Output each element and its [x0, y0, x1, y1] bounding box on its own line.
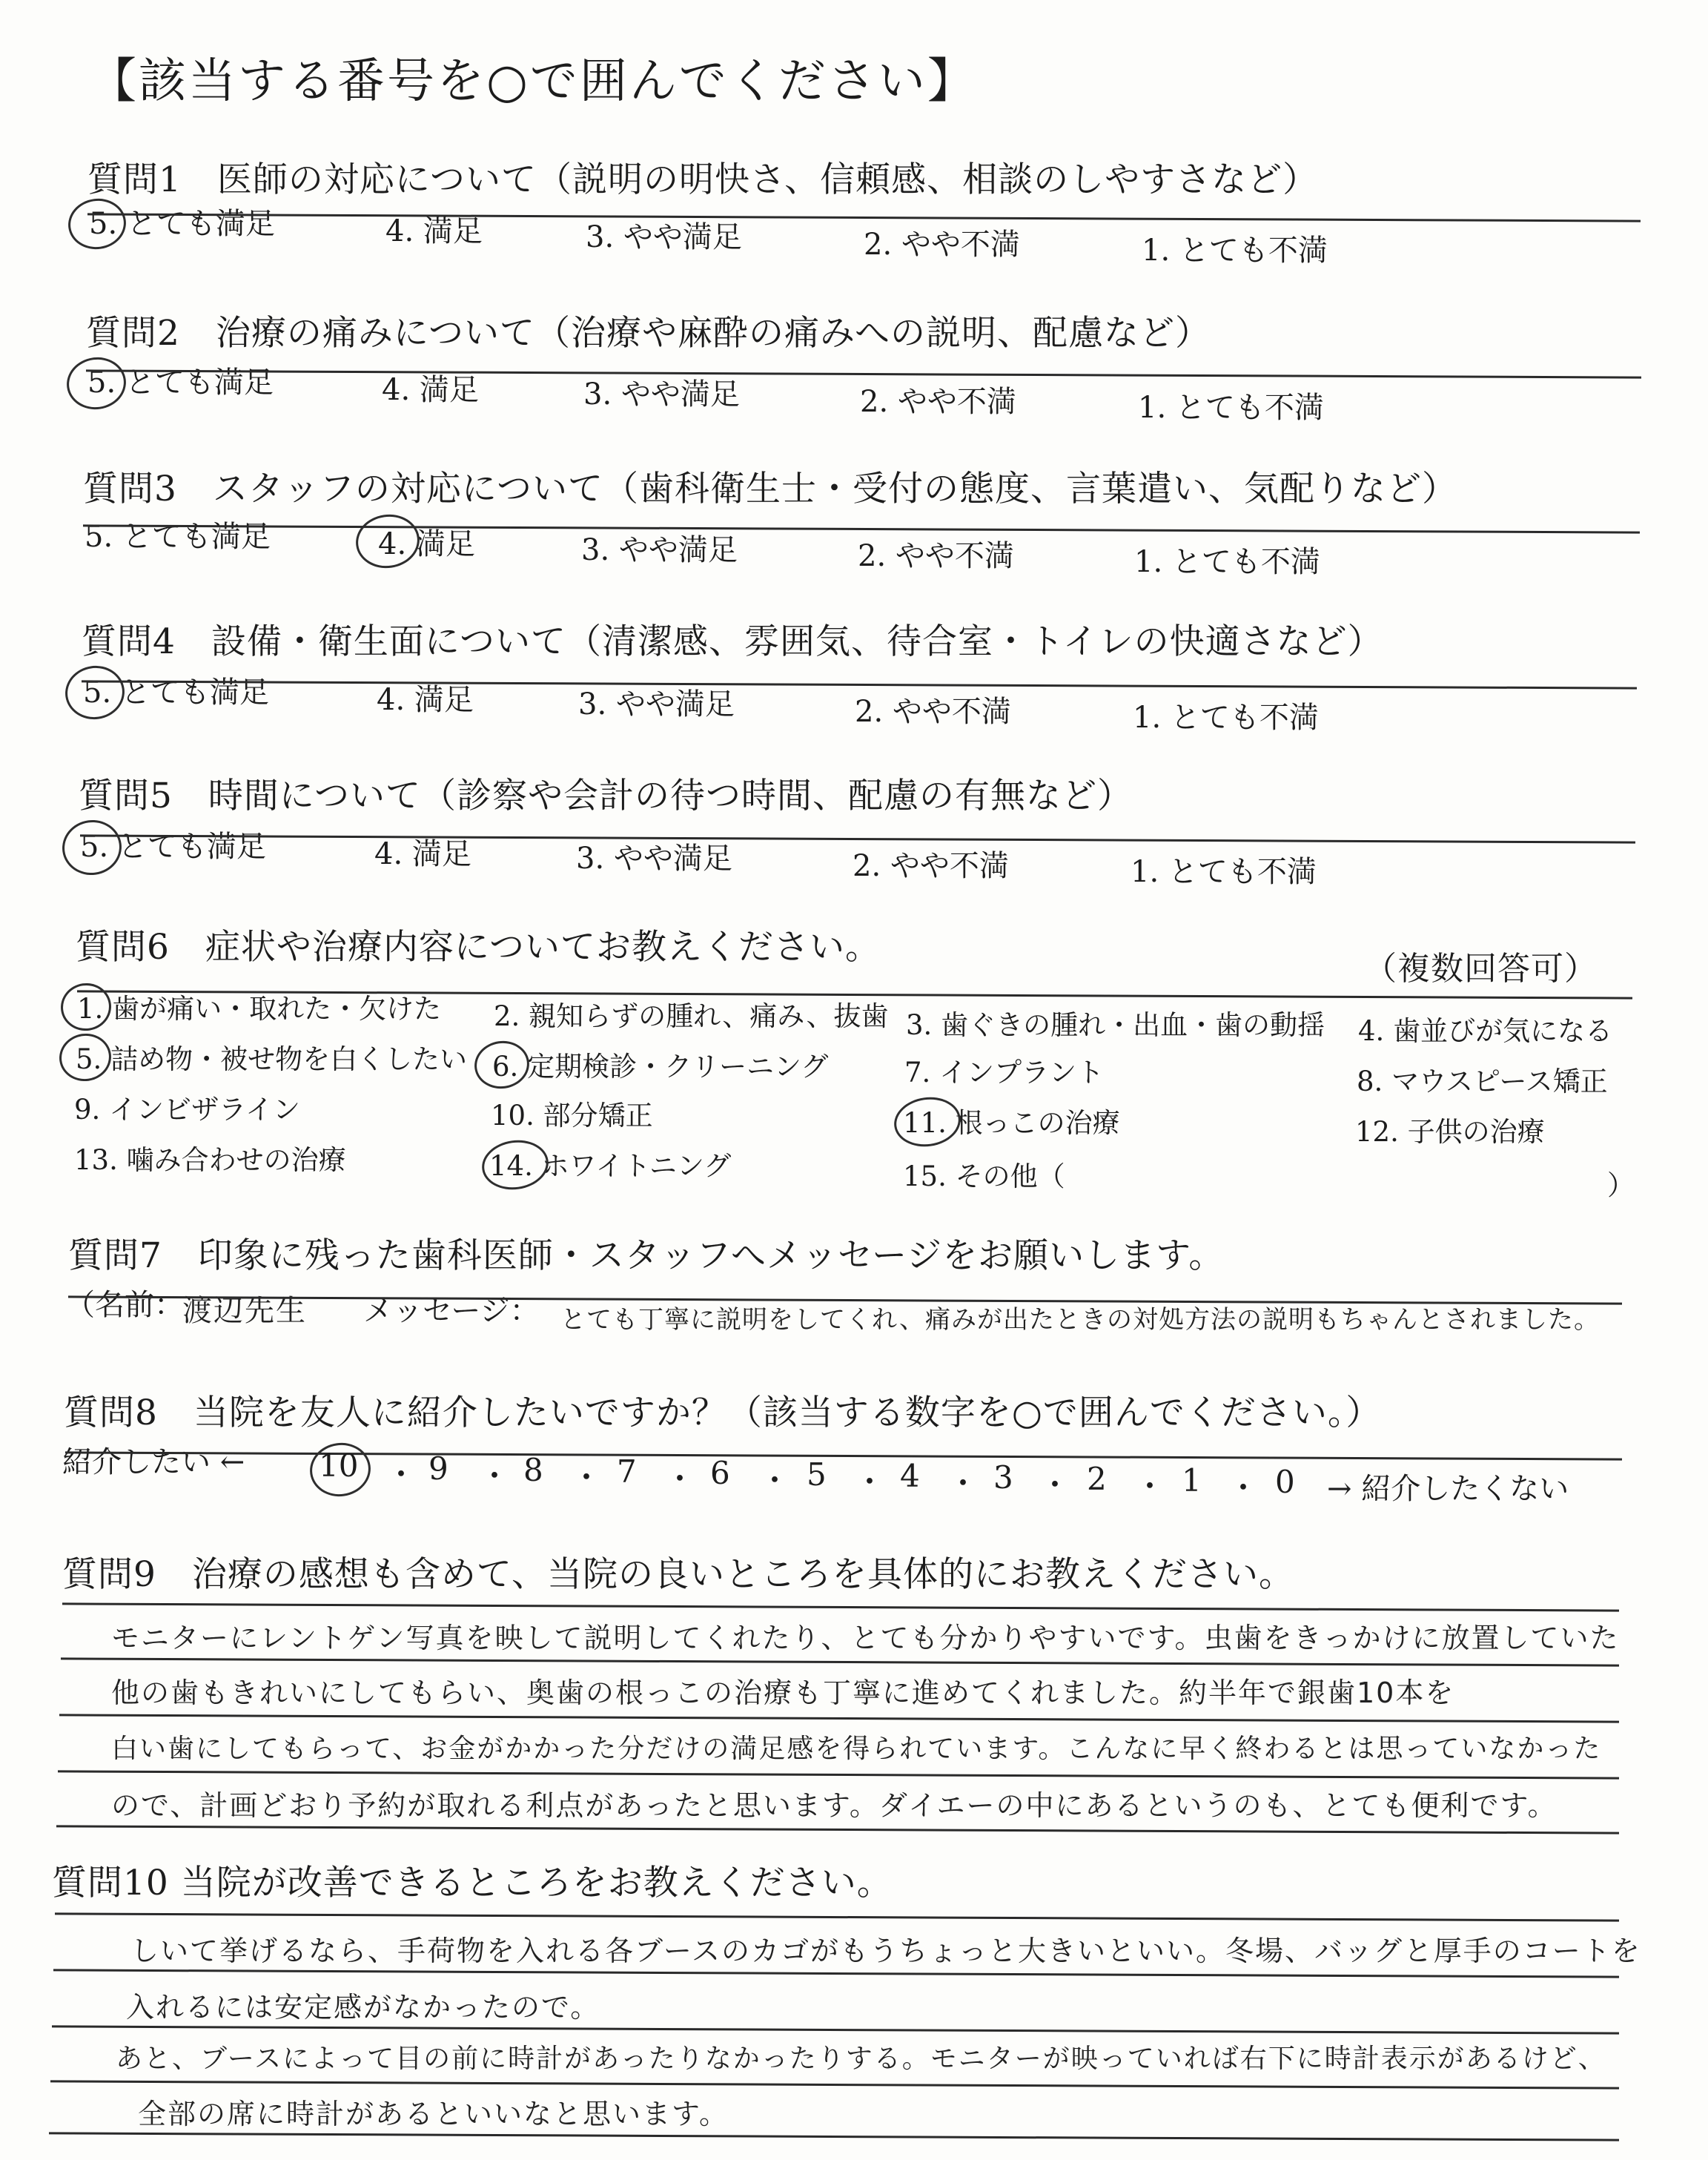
q6-option-7[interactable]: 7. インプラント: [904, 1057, 1105, 1089]
q2-rule: [86, 369, 1641, 378]
q1-option-4[interactable]: 4. 満足: [385, 214, 483, 248]
q3-option-3[interactable]: 3. やや満足: [581, 533, 738, 567]
question-7-heading: 質問7 印象に残った歯科医師・スタッフへメッセージをお願いします。: [68, 1235, 1225, 1276]
q2-option-4[interactable]: 4. 満足: [382, 373, 479, 407]
q10-answer-line-1[interactable]: しいて挙げるなら、手荷物を入れる各ブースのカゴがもうちょっと大きいといい。冬場、バッグと厚手のコートを: [130, 1935, 1641, 1967]
q5-option-2[interactable]: 2. やや不満: [853, 849, 1009, 883]
q6-option-3[interactable]: 3. 歯ぐきの腫れ・出血・歯の動揺: [906, 1009, 1325, 1041]
q9-rule-3: [58, 1770, 1619, 1779]
q1-option-3[interactable]: 3. やや満足: [586, 220, 742, 254]
q10-rule-2: [52, 2025, 1619, 2034]
q8-scale-4[interactable]: 4: [900, 1458, 920, 1494]
question-6-note: （複数回答可）: [1364, 950, 1598, 988]
q9-answer-line-2[interactable]: 他の歯もきれいにしてもらい、奥歯の根っこの治療も丁寧に進めてくれました。約半年で銀歯10本を: [111, 1677, 1455, 1709]
question-6-heading: 質問6 症状や治療内容についてお教えください。: [76, 927, 881, 968]
q8-left-label: 紹介したい ←: [62, 1445, 245, 1479]
q6-option-6[interactable]: 6. 定期検診・クリーニング: [492, 1051, 829, 1083]
q10-answer-line-3[interactable]: あと、ブースによって目の前に時計があったりなかったりする。モニターが映っていれば右下に時計表示があるけど、: [116, 2044, 1606, 2074]
question-4-heading: 質問4 設備・衛生面について（清潔感、雰囲気、待合室・トイレの快適さなど）: [82, 621, 1383, 662]
q7-message-label: メッセージ：: [363, 1294, 540, 1328]
q1-option-5[interactable]: 5. とても満足: [89, 207, 275, 241]
q8-scale-10[interactable]: 10: [319, 1447, 359, 1484]
q10-rule-0: [55, 1912, 1619, 1921]
q10-answer-line-4[interactable]: 全部の席に時計があるといいなと思います。: [138, 2098, 729, 2130]
q6-option-10[interactable]: 10. 部分矯正: [491, 1100, 653, 1132]
q8-scale-3[interactable]: 3: [993, 1459, 1013, 1496]
q2-option-1[interactable]: 1. とても不満: [1138, 391, 1324, 425]
q8-right-label: → 紹介したくない: [1327, 1472, 1569, 1506]
q9-answer-line-1[interactable]: モニターにレントゲン写真を映して説明してくれたり、とても分かりやすいです。虫歯をきっかけに放置していた: [111, 1622, 1620, 1654]
q3-selection-circle: [352, 510, 423, 572]
q6-option-4[interactable]: 4. 歯並びが気になる: [1358, 1015, 1613, 1047]
q9-answer-line-3[interactable]: 白い歯にしてもらって、お金がかかった分だけの満足感を得られています。こんなに早く終わるとは思っていなかった: [111, 1734, 1602, 1764]
q10-rule-1: [53, 1969, 1619, 1978]
question-8-heading: 質問8 当院を友人に紹介したいですか？（該当する数字を○で囲んでください。）: [64, 1393, 1382, 1433]
q6-option-9[interactable]: 9. インビザライン: [74, 1094, 300, 1126]
q2-option-5[interactable]: 5. とても満足: [87, 366, 274, 400]
q5-option-4[interactable]: 4. 満足: [374, 837, 471, 871]
q10-rule-4: [49, 2132, 1619, 2141]
q10-answer-line-2[interactable]: 入れるには安定感がなかったので。: [126, 1991, 600, 2024]
q9-rule-2: [59, 1714, 1619, 1723]
q8-selection-circle: [306, 1439, 374, 1501]
q3-option-5[interactable]: 5. とても満足: [85, 520, 271, 554]
q6-option-8[interactable]: 8. マウスピース矯正: [1357, 1066, 1608, 1097]
q6-option-2[interactable]: 2. 親知らずの腫れ、痛み、抜歯: [494, 1000, 889, 1032]
q2-option-3[interactable]: 3. やや満足: [583, 377, 740, 412]
q8-scale-8[interactable]: 8: [523, 1452, 543, 1488]
q8-scale-0[interactable]: 0: [1275, 1464, 1295, 1500]
q4-option-3[interactable]: 3. やや満足: [578, 687, 735, 721]
q9-answer-line-4[interactable]: ので、計画どおり予約が取れる利点があったと思います。ダイエーの中にあるというのも、とても便利です。: [111, 1789, 1558, 1822]
q4-option-4[interactable]: 4. 満足: [377, 683, 474, 717]
q7-name-value[interactable]: 渡辺先生: [182, 1294, 307, 1328]
q3-option-2[interactable]: 2. やや不満: [858, 539, 1014, 573]
q3-option-1[interactable]: 1. とても不満: [1134, 545, 1320, 579]
q9-rule-1: [61, 1657, 1619, 1666]
q6-option-15[interactable]: 15. その他（: [903, 1160, 1065, 1192]
q3-option-4[interactable]: 4. 満足: [378, 527, 475, 561]
q6-option-12[interactable]: 12. 子供の治療: [1355, 1116, 1545, 1148]
q5-option-3[interactable]: 3. やや満足: [576, 842, 732, 876]
q6-option-13[interactable]: 13. 噛み合わせの治療: [74, 1144, 346, 1176]
q8-scale-9[interactable]: 9: [428, 1450, 448, 1487]
q6-option-5[interactable]: 5. 詰め物・被せ物を白くしたい: [76, 1043, 468, 1075]
question-1-heading: 質問1 医師の対応について（説明の明快さ、信頼感、相談のしやすさなど）: [87, 159, 1319, 200]
q4-option-1[interactable]: 1. とても不満: [1133, 701, 1319, 735]
q2-option-2[interactable]: 2. やや不満: [860, 385, 1016, 419]
q6-option-15-close: ）: [1607, 1169, 1635, 1201]
q6-option-14[interactable]: 14. ホワイトニング: [489, 1150, 732, 1182]
q5-option-1[interactable]: 1. とても不満: [1131, 855, 1317, 889]
q7-message-value[interactable]: とても丁寧に説明をしてくれ、痛みが出たときの対処方法の説明もちゃんとされました。: [560, 1305, 1601, 1335]
q9-rule-0: [62, 1602, 1619, 1611]
q8-scale-2[interactable]: 2: [1087, 1461, 1107, 1497]
q1-option-1[interactable]: 1. とても不満: [1142, 234, 1328, 268]
q8-scale-7[interactable]: 7: [617, 1453, 637, 1490]
q8-scale-5[interactable]: 5: [807, 1456, 827, 1493]
q9-rule-4: [56, 1825, 1619, 1834]
question-3-heading: 質問3 スタッフの対応について（歯科衛生士・受付の態度、言葉遣い、気配りなど）: [83, 469, 1457, 509]
q10-rule-3: [50, 2080, 1619, 2089]
q1-option-2[interactable]: 2. やや不満: [864, 228, 1020, 262]
question-2-heading: 質問2 治療の痛みについて（治療や麻酔の痛みへの説明、配慮など）: [86, 313, 1211, 354]
q8-scale-6[interactable]: 6: [710, 1455, 730, 1491]
q6-option-1[interactable]: 1. 歯が痛い・取れた・欠けた: [77, 993, 442, 1025]
q4-option-5[interactable]: 5. とても満足: [83, 676, 269, 710]
page-title: 【該当する番号を○で囲んでください】: [89, 54, 977, 109]
q8-rule: [65, 1451, 1622, 1460]
q7-name-label: （名前：: [65, 1288, 184, 1322]
q4-option-2[interactable]: 2. やや不満: [855, 695, 1011, 729]
question-5-heading: 質問5 時間について（診察や会計の待つ時間、配慮の有無など）: [79, 776, 1133, 816]
q5-option-5[interactable]: 5. とても満足: [80, 830, 266, 864]
q8-scale-1[interactable]: 1: [1182, 1462, 1202, 1499]
q6-option-11[interactable]: 11. 根っこの治療: [903, 1107, 1120, 1139]
question-9-heading: 質問9 治療の感想も含めて、当院の良いところを具体的にお教えください。: [62, 1554, 1294, 1595]
question-10-heading: 質問10 当院が改善できるところをお教えください。: [52, 1863, 893, 1903]
survey-page: 【該当する番号を○で囲んでください】 質問1 医師の対応について（説明の明快さ、信頼感、相談のしやすさなど） 5. とても満足 4. 満足 3. やや満足 2. やや不満 1. とても不満 質問2 治療の痛みについて（治療や麻酔の痛みへの説明、配慮など） 5. とても満足 4. 満足 3. やや満足 2. やや不満 1. とても不満 質問3 スタッフの対応について（歯科衛生士・受付の態度、言葉遣い、気配りなど） 5. とても満足 4. 満足 3. やや満足 2. やや不満 1. とても不満 質問4 設備・衛生面について（清潔感、雰囲気、待合室・トイレの快適さなど） 5. とても満足 4. 満足 3. やや満足 2. やや不満 1. とても不満 質問5 時間について（診察や会計の待つ時間、配慮の有無など） 5. とても満足 4. 満足 3. やや満足 2. やや不満 1. とても不満 質問6 症状や治療内容についてお教えください。 （複数回答可） 1. 歯が痛い・取れた・欠けた 2. 親知らずの腫れ、痛み、抜歯 3. 歯ぐきの腫れ・出血・歯の動揺 4. 歯並びが気になる 5. 詰め物・被せ物を白くしたい 6. 定期検診・クリーニング 7. インプラント 8. マウスピース矯正 9. インビザライン 10. 部分矯正 11. 根っこの治療 12. 子供の治療 13. 噛み合わせの治療 14. ホワイトニング 15. その他（ ） 質問7 印象に残った歯科医師・スタッフへメッセージをお願いします。 （名前： 渡辺先生 メッセージ： とても丁寧に説明をしてくれ、痛みが出たときの対処方法の説明もちゃんとされました。 質問8 当院を友人に紹介したいですか？（該当する数字を○で囲んでください。） 紹介したい ← 10 ・ 9 ・ 8 ・ 7 ・ 6 ・ 5 ・ 4 ・ 3 ・ 2 ・ 1 ・ 0 → 紹介したくない 質問9 治療の感想も含めて、当院の良いところを具体的にお教えください。 モニターにレントゲン写真を映して説明してくれたり、とても分かりやすいです。虫歯をきっかけに放置していた 他の歯もきれいにしてもらい、奥歯の根っこの治療も丁寧に進めてくれました。約半年で銀歯10本を 白い歯にしてもらって、お金がかかった分だけの満足感を得られています。こんなに早く終わるとは思っていなかった ので、計画どおり予約が取れる利点があったと思います。ダイエーの中にあるというのも、とても便利です。 質問10 当院が改善できるところをお教えください。 しいて挙げるなら、手荷物を入れる各ブースのカゴがもうちょっと大きいといい。冬場、バッグと厚手のコートを 入れるには安定感がなかったので。 あと、ブースによって目の前に時計があったりなかったりする。モニターが映っていれば右下に時計表示があるけど、 全部の席に時計があるといいなと思います。: [0, 0, 1708, 2160]
